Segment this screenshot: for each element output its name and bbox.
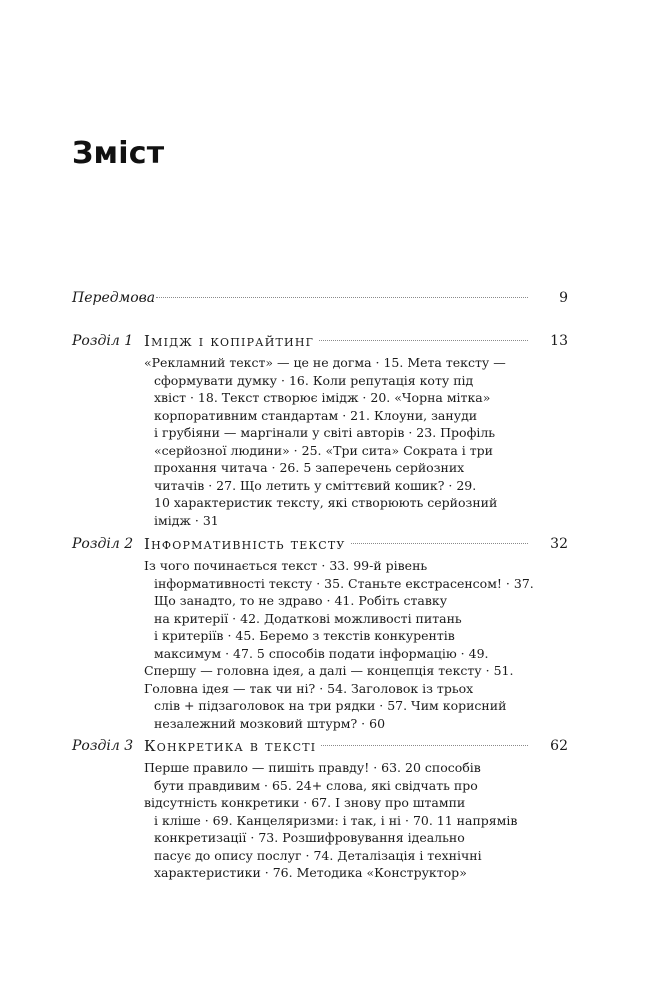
dot-leader <box>156 297 528 298</box>
toc-page-number: 13 <box>550 333 568 349</box>
chapter-contents <box>144 557 559 732</box>
contents-line: бути правдивим · 65. 24+ слова, які свідчать про <box>154 777 478 793</box>
contents-line: Головна ідея — так чи ні? · 54. Заголовок із трьох <box>144 680 474 696</box>
contents-line: на критерії · 42. Додаткові можливості питань <box>154 610 462 626</box>
contents-line: Перше правило — пишіть правду! · 63. 20 способів <box>144 760 481 775</box>
contents-line: незалежний мозковий штурм? · 60 <box>154 715 386 731</box>
page-title: Зміст <box>72 136 165 171</box>
contents-line: сформувати думку · 16. Коли репутація коту під <box>154 372 474 388</box>
contents-line: відсутність конкретики · 67. І знову про штампи <box>144 795 466 810</box>
contents-line: і критеріїв · 45. Беремо з текстів конкурентів <box>154 628 455 643</box>
contents-line: «Рекламний текст» — це не догма · 15. Мета тексту — <box>144 355 506 370</box>
toc-label: Розділ 1 <box>72 333 134 349</box>
contents-line: характеристики · 76. Методика «Конструктор» <box>154 865 467 880</box>
chapter-contents <box>144 354 559 529</box>
contents-line: прохання читача · 26. 5 заперечень серйозних <box>154 460 465 475</box>
contents-line: і кліше · 69. Канцеляризми: і так, і ні · 70. 11 напрямів <box>154 812 518 828</box>
contents-line: інформативності тексту · 35. Станьте екстрасенсом! · 37. <box>154 575 534 591</box>
toc-label: Передмова <box>72 290 156 306</box>
toc-page-number: 32 <box>550 536 568 552</box>
contents-line: Що занадто, то не здраво · 41. Робіть ставку <box>154 593 448 608</box>
toc-page-number: 9 <box>559 290 568 306</box>
toc-entry-chapter-3[interactable] <box>72 735 568 880</box>
toc-page-number: 62 <box>550 738 568 754</box>
contents-line: «серйозної людини» · 25. «Три сита» Сократа і три <box>154 442 494 458</box>
contents-line: читачів · 27. Що летить у сміттєвий кошик? · 29. <box>154 477 477 493</box>
chapter-title: Імідж і копірайтинг <box>144 330 318 352</box>
contents-line: максимум · 47. 5 способів подати інформацію · 49. <box>154 645 489 661</box>
contents-line: корпоративним стандартам · 21. Клоуни, зануди <box>154 407 478 423</box>
contents-line: пасує до опису послуг · 74. Деталізація і технічні <box>154 847 482 863</box>
contents-line: конкретизації · 73. Розшифровування ідеально <box>154 830 465 845</box>
contents-line: Спершу — головна ідея, а далі — концепція тексту · 51. <box>144 663 514 678</box>
toc-label: Розділ 3 <box>72 738 134 754</box>
chapter-title: Інформативність тексту <box>144 533 350 555</box>
chapter-title: Конкретика в тексті <box>144 735 320 757</box>
contents-line: хвіст · 18. Текст створює імідж · 20. «Чорна мітка» <box>154 390 491 405</box>
contents-line: 10 характеристик тексту, які створюють серйозний <box>154 495 498 510</box>
contents-line: імідж · 31 <box>154 512 219 528</box>
toc-entry-chapter-2[interactable] <box>72 533 568 731</box>
contents-line: і грубіяни — маргінали у світі авторів · 23. Профіль <box>154 425 496 440</box>
toc-entry-preface[interactable] <box>72 287 568 309</box>
contents-line: Із чого починається текст · 33. 99-й рівень <box>144 558 428 573</box>
contents-line: слів + підзаголовок на три рядки · 57. Чим корисний <box>154 698 507 713</box>
toc-label: Розділ 2 <box>72 536 134 552</box>
toc-entry-chapter-1[interactable] <box>72 330 568 528</box>
chapter-contents <box>144 759 559 882</box>
